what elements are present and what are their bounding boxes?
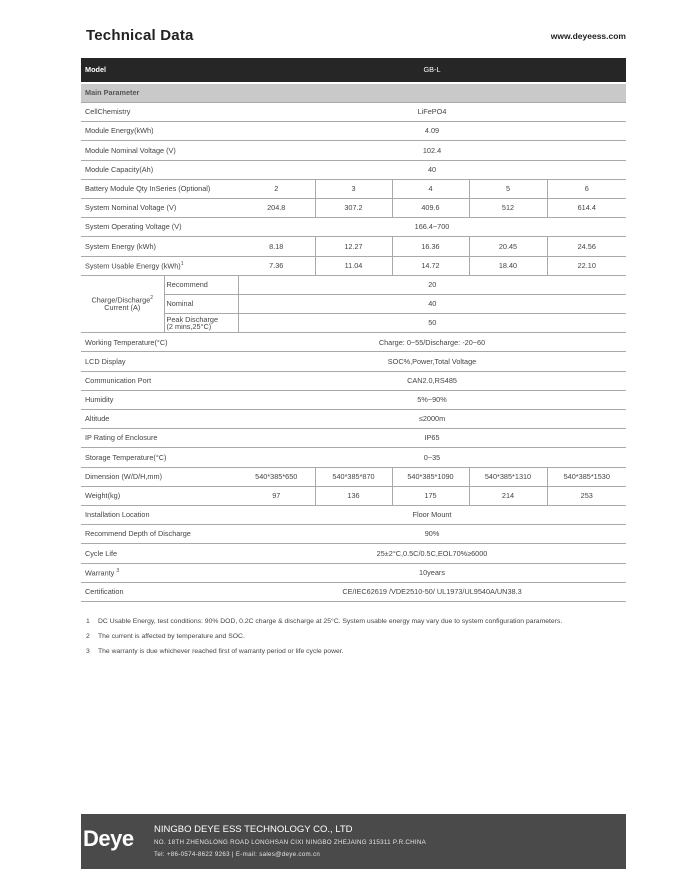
cell-value: 18.40 <box>469 256 547 275</box>
table-row <box>81 429 626 448</box>
row-value: 0~35 <box>238 448 626 467</box>
footnote-number: 1 <box>86 618 90 625</box>
row-value: CE/IEC62619 /VDE2510-50/ UL1973/UL9540A/UN38.3 <box>238 582 626 601</box>
cell-value: 204.8 <box>238 198 315 217</box>
cell-value: 253 <box>547 486 626 505</box>
footnote-marker: 1 <box>180 260 184 267</box>
row-value: 25±2°C,0.5C/0.5C,EOL70%≥6000 <box>238 544 626 563</box>
row-label: Humidity <box>81 390 238 409</box>
cell-value: 307.2 <box>315 198 392 217</box>
table-row <box>81 160 626 179</box>
row-value: Floor Mount <box>238 505 626 524</box>
cell-value: 3 <box>315 179 392 198</box>
cell-value: 214 <box>469 486 547 505</box>
row-value: Charge: 0~55/Discharge: -20~60 <box>238 333 626 352</box>
row-value: SOC%,Power,Total Voltage <box>238 352 626 371</box>
cell-value: 540*385*1530 <box>547 467 626 486</box>
cell-value: 540*385*1310 <box>469 467 547 486</box>
row-value: IP65 <box>238 429 626 448</box>
footer-bar <box>81 814 626 869</box>
website-url[interactable]: www.deyeess.com <box>550 31 626 41</box>
row-label <box>81 256 238 275</box>
cell-value: 16.36 <box>392 237 469 256</box>
row-value: 40 <box>238 294 626 313</box>
company-address: NO. 18TH ZHENGLONG ROAD LONGHSAN CIXI NINGBO ZHEJAING 315311 P.R.CHINA <box>154 839 427 846</box>
row-value: 102.4 <box>238 141 626 160</box>
row-label: System Energy (kWh) <box>81 237 238 256</box>
cell-value: 540*385*650 <box>238 467 315 486</box>
model-value: GB-L <box>238 58 626 82</box>
cell-value: 97 <box>238 486 315 505</box>
table-row <box>81 525 626 544</box>
current-group-label <box>81 275 164 333</box>
row-label: Weight(kg) <box>81 486 238 505</box>
table-row <box>81 582 626 601</box>
row-value: LiFePO4 <box>238 103 626 122</box>
cell-value: 2 <box>238 179 315 198</box>
table-row <box>81 256 626 275</box>
table-row <box>81 218 626 237</box>
cell-value: 12.27 <box>315 237 392 256</box>
table-row <box>81 563 626 582</box>
current-label-line2: Current (A) <box>104 303 141 313</box>
model-label: Model <box>81 58 238 82</box>
peak-label-line2: (2 mins,25°C) <box>166 322 212 332</box>
row-label: Battery Module Qty InSeries (Optional) <box>81 179 238 198</box>
row-label: Cycle Life <box>81 544 238 563</box>
sub-label <box>164 314 238 333</box>
deye-logo: Deye <box>83 826 134 851</box>
cell-value: 512 <box>469 198 547 217</box>
cell-value: 4 <box>392 179 469 198</box>
footnotes <box>86 618 562 663</box>
current-label-line1: Charge/Discharge <box>91 295 151 305</box>
cell-value: 20.45 <box>469 237 547 256</box>
cell-value: 136 <box>315 486 392 505</box>
row-label: Working Temperature(°C) <box>81 333 238 352</box>
row-label-text: Warranty <box>85 567 115 577</box>
row-label: Dimension (W/D/H,mm) <box>81 467 238 486</box>
row-label: Module Nominal Voltage (V) <box>81 141 238 160</box>
row-label: LCD Display <box>81 352 238 371</box>
row-label: Communication Port <box>81 371 238 390</box>
footnote-marker: 2 <box>150 295 154 302</box>
row-label: System Nominal Voltage (V) <box>81 198 238 217</box>
row-value: 90% <box>238 525 626 544</box>
table-row <box>81 275 626 294</box>
page-title: Technical Data <box>86 27 194 44</box>
footnote <box>86 618 562 625</box>
row-label: IP Rating of Enclosure <box>81 429 238 448</box>
row-label: Altitude <box>81 410 238 429</box>
row-label: Recommend Depth of Discharge <box>81 525 238 544</box>
footnote <box>86 633 562 640</box>
cell-value: 5 <box>469 179 547 198</box>
row-value: 20 <box>238 275 626 294</box>
table-row <box>81 122 626 141</box>
cell-value: 8.18 <box>238 237 315 256</box>
table-row <box>81 333 626 352</box>
footnote <box>86 648 562 655</box>
footnote-text: The warranty is due whichever reached first of warranty period or life cycle power. <box>98 648 344 655</box>
section-title: Main Parameter <box>81 84 626 103</box>
model-row <box>81 58 626 82</box>
row-label-text: System Usable Energy (kWh) <box>85 260 181 270</box>
cell-value: 24.56 <box>547 237 626 256</box>
row-value: 10years <box>238 563 626 582</box>
row-label: Module Energy(kWh) <box>81 122 238 141</box>
row-label <box>81 563 238 582</box>
cell-value: 540*385*870 <box>315 467 392 486</box>
row-label: Module Capacity(Ah) <box>81 160 238 179</box>
table-row <box>81 352 626 371</box>
company-name: NINGBO DEYE ESS TECHNOLOGY CO., LTD <box>154 824 353 835</box>
footnote-marker: 3 <box>116 567 120 574</box>
company-contact: Tel: +86-0574-8622 9263 | E-mail: sales@deye.com.cn <box>154 851 321 858</box>
table-row <box>81 141 626 160</box>
sub-label: Recommend <box>164 275 238 294</box>
footnote-text: The current is affected by temperature and SOC. <box>98 633 245 640</box>
cell-value: 14.72 <box>392 256 469 275</box>
row-value: 40 <box>238 160 626 179</box>
table-row <box>81 179 626 198</box>
table-row <box>81 103 626 122</box>
table-row <box>81 371 626 390</box>
table-row <box>81 448 626 467</box>
table-row <box>81 410 626 429</box>
table-row <box>81 237 626 256</box>
table-row <box>81 198 626 217</box>
table-row <box>81 544 626 563</box>
footnote-text: DC Usable Energy, test conditions: 90% DOD, 0.2C charge & discharge at 25°C. System usable energy may vary due to system configuration parameters. <box>98 618 563 625</box>
cell-value: 11.04 <box>315 256 392 275</box>
sub-label: Nominal <box>164 294 238 313</box>
row-value: ≤2000m <box>238 410 626 429</box>
row-label: Installation Location <box>81 505 238 524</box>
row-label: System Operating Voltage (V) <box>81 218 238 237</box>
technical-data-table <box>81 58 626 602</box>
cell-value: 22.10 <box>547 256 626 275</box>
cell-value: 7.36 <box>238 256 315 275</box>
table-row <box>81 486 626 505</box>
cell-value: 614.4 <box>547 198 626 217</box>
table-row <box>81 505 626 524</box>
table-row <box>81 390 626 409</box>
row-label: Certification <box>81 582 238 601</box>
row-value: 50 <box>238 314 626 333</box>
row-label: CellChemistry <box>81 103 238 122</box>
footnote-number: 2 <box>86 633 90 640</box>
cell-value: 6 <box>547 179 626 198</box>
row-value: 166.4~700 <box>238 218 626 237</box>
row-value: CAN2.0,RS485 <box>238 371 626 390</box>
section-header <box>81 84 626 103</box>
cell-value: 409.6 <box>392 198 469 217</box>
peak-label-line1: Peak Discharge <box>166 314 219 324</box>
row-label: Storage Temperature(°C) <box>81 448 238 467</box>
table-row <box>81 467 626 486</box>
cell-value: 175 <box>392 486 469 505</box>
row-value: 4.09 <box>238 122 626 141</box>
cell-value: 540*385*1090 <box>392 467 469 486</box>
row-value: 5%~90% <box>238 390 626 409</box>
footnote-number: 3 <box>86 648 90 655</box>
